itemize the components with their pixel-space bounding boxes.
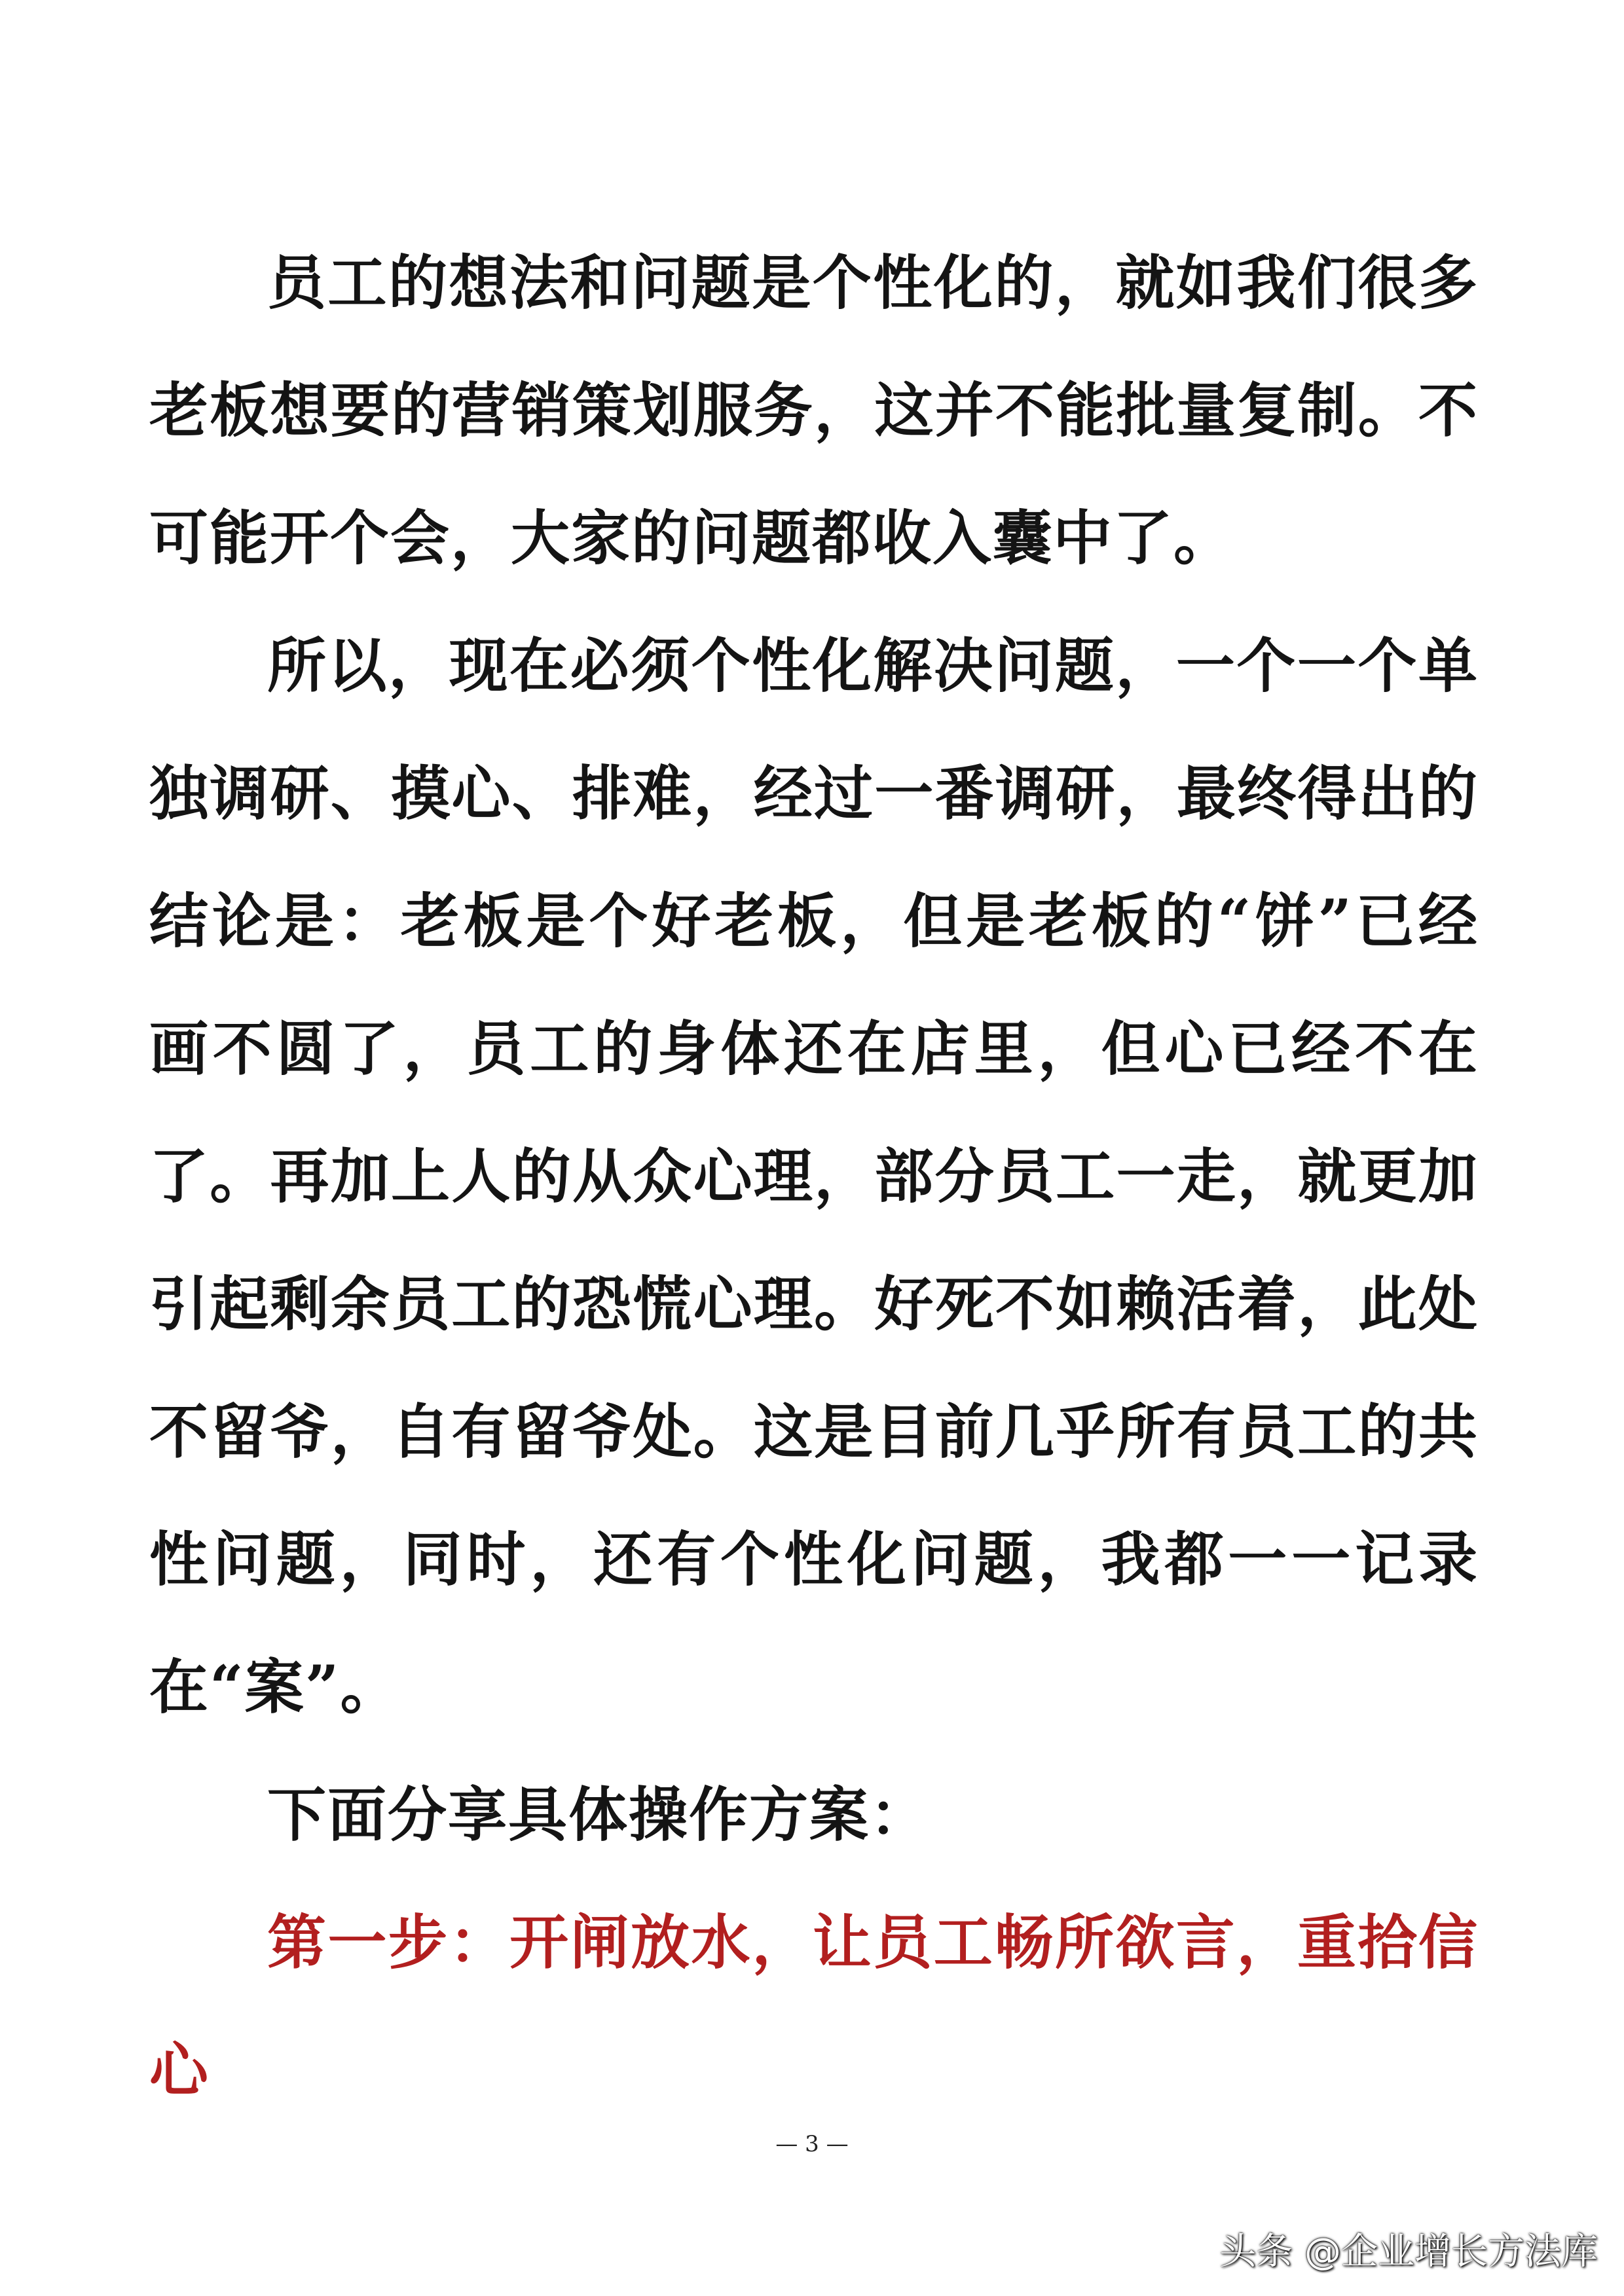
paragraph-1: 员工的想法和问题是个性化的，就如我们很多老板想要的营销策划服务，这并不能批量复制。不可能开个会，大家的问题都收入囊中了。 bbox=[149, 248, 1479, 573]
document-body bbox=[149, 219, 1479, 2134]
page-number: — 3 — bbox=[775, 2131, 849, 2157]
paragraph-2: 所以，现在必须个性化解决问题，一个一个单独调研、摸心、排难，经过一番调研，最终得出的结论是：老板是个好老板，但是老板的“饼”已经画不圆了，员工的身体还在店里，但心已经不在了。再加上人的从众心理，部分员工一走，就更加引起剩余员工的恐慌心理。好死不如赖活着，此处不留爷，自有留爷处。这是目前几乎所有员工的共性问题，同时，还有个性化问题，我都一一记录在“案”。 bbox=[149, 631, 1479, 1722]
section-heading: 第一步：开闸放水，让员工畅所欲言，重拾信心 bbox=[149, 1908, 1479, 2105]
watermark: 头条 @企业增长方法库 bbox=[1219, 2231, 1598, 2273]
paragraph-3: 下面分享具体操作方案： bbox=[267, 1780, 930, 1850]
